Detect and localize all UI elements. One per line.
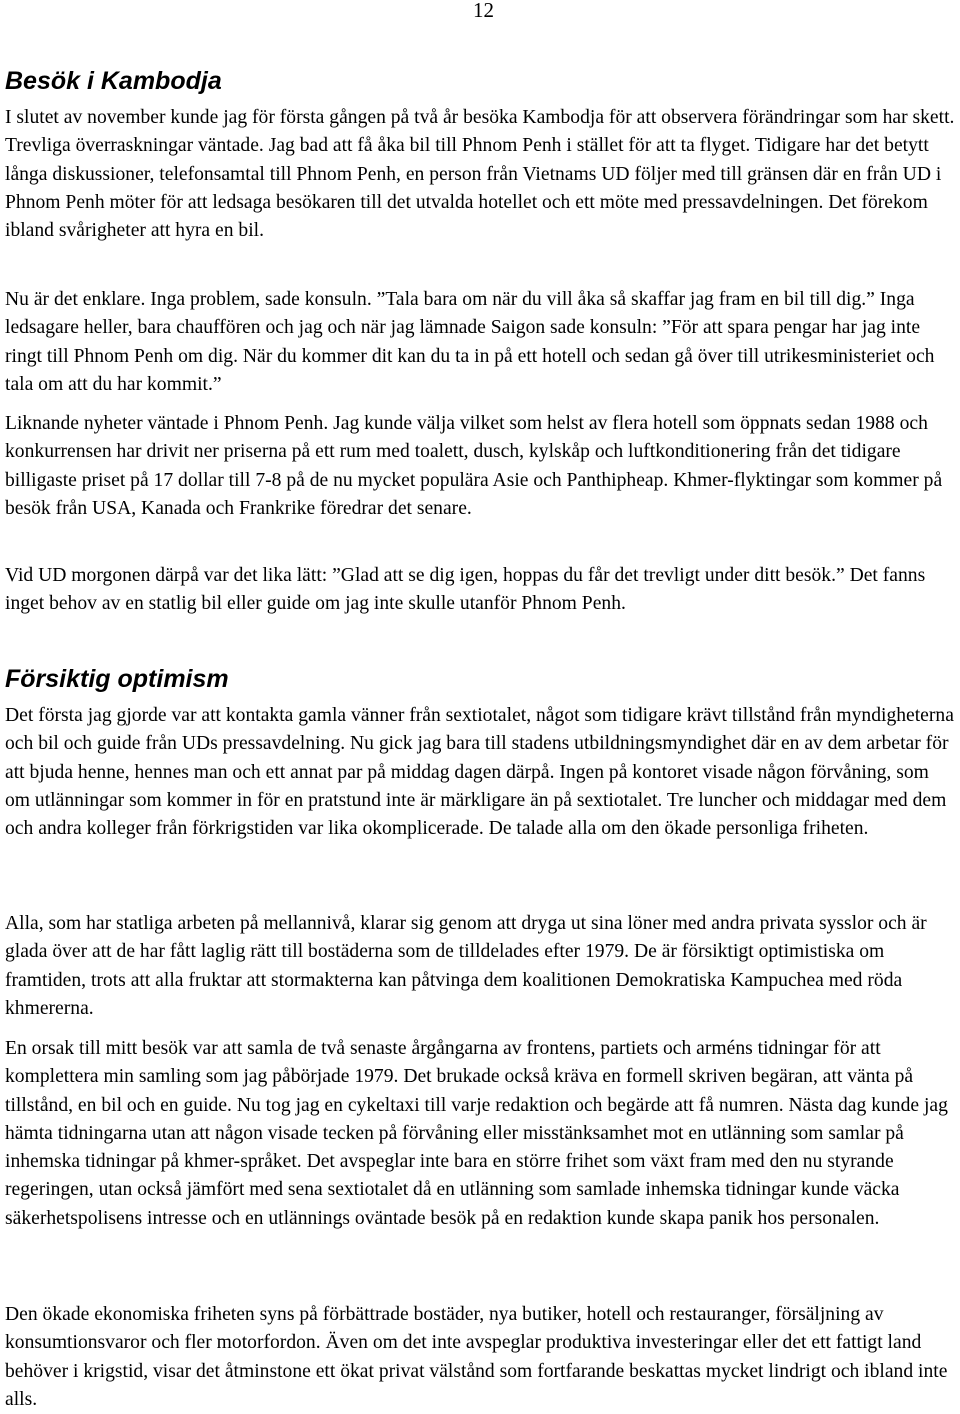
paragraph: Den ökade ekonomiska friheten syns på förbättrade bostäder, nya butiker, hotell och restauranger, försäljning av konsumtionsvaror och fler motorfordon. Även om det inte avspeglar produktiva investeringar eller det ett fattigt land behöver i krigstid, visar det åtminstone ett ökat privat välstånd som fortfarande beskattas mycket lindrigt och ibland inte alls. [5,1304,948,1410]
paragraph: Nu är det enklare. Inga problem, sade konsuln. ”Tala bara om när du vill åka så skaffar jag fram en bil till dig.” Inga ledsagare heller, bara chauffören och jag och när jag lämnade Saigon sade konsuln: ”För att spara pengar har jag inte ringt till Phnom Penh om dig. När du kommer dit kan du ta in på ett hotell och sedan gå över till utrikesministeriet och tala om att du har kommit.” [5,289,935,395]
paragraph: I slutet av november kunde jag för första gången på två år besöka Kambodja för att observera förändringar som har skett. Trevliga överraskningar väntade. Jag bad att få åka bil till Phnom Penh i stället för att ta flyget. Tidigare har det betytt långa diskussioner, telefonsamtal till Phnom Penh, en person från Vietnams UD följer med till gränsen där en från UD i Phnom Penh möter för att ledsaga besökaren till det utvalda hotellet och ett möte med pressavdelningen. Det förekom ibland svårigheter att hyra en bil. [5,107,955,242]
section-heading-forsiktig: Försiktig optimism [5,665,229,693]
paragraph: Vid UD morgonen därpå var det lika lätt: ”Glad att se dig igen, hoppas du får det trevligt under ditt besök.” Det fanns inget behov av en statlig bil eller guide om jag inte skulle utanför Phnom Penh. [5,565,926,615]
paragraph: En orsak till mitt besök var att samla de två senaste årgångarna av frontens, partiets och arméns tidningar för att komplettera min samling som jag påbörjade 1979. Det brukade också kräva en formell skriven begäran, att vänta på tillstånd, en bil och en guide. Nu tog jag en cykeltaxi till varje redaktion och begärde att få numren. Nästa dag kunde jag hämta tidningarna utan att någon visade tecken på förvåning eller misstänksamhet mot en utlänning som samlar på inhemska tidningar på khmer-språket. Det avspeglar inte bara en större frihet som växt fram med den nu styrande regeringen, utan också jämfört med sena sextiotalet då en utlänning som samlade inhemska tidningar kunde väcka säkerhetspolisens intresse och en utlännings oväntade besök på en redaktion kunde skapa panik hos personalen. [5,1038,948,1229]
section-heading-besok: Besök i Kambodja [5,67,222,95]
paragraph: Det första jag gjorde var att kontakta gamla vänner från sextiotalet, något som tidigare krävt tillstånd från myndigheterna och bil och guide från UDs pressavdelning. Nu gick jag bara till stadens utbildningsmyndighet där en av dem arbetar för att bjuda henne, hennes man och ett annat par på middag dagen därpå. Ingen på kontoret visade någon förvåning, som om utlänningar som kommer in för en pratstund inte är märkligare än på sextiotalet. Tre luncher och middagar med dem och andra kolleger från förkrigstiden var lika okomplicerade. De talade alla om den ökade personliga friheten. [5,705,954,840]
paragraph: Liknande nyheter väntade i Phnom Penh. Jag kunde välja vilket som helst av flera hotell som öppnats sedan 1988 och konkurrensen har drivit ner priserna på ett rum med toalett, dusch, kylskåp och luftkonditionering från det tidigare billigaste priset på 17 dollar till 7-8 på de nu mycket populära Asie och Panthipheap. Khmer-flyktingar som kommer på besök från USA, Kanada och Frankrike föredrar det senare. [5,413,943,519]
page-number: 12 [473,0,494,22]
paragraph: Alla, som har statliga arbeten på mellannivå, klarar sig genom att dryga ut sina löner med andra privata sysslor och är glada över att de har fått laglig rätt till bostäderna som de tilldelades efter 1979. De är försiktigt optimistiska om framtiden, trots att alla fruktar att stormakterna kan påtvinga dem koalitionen Demokratiska Kampuchea med röda khmererna. [5,913,927,1019]
